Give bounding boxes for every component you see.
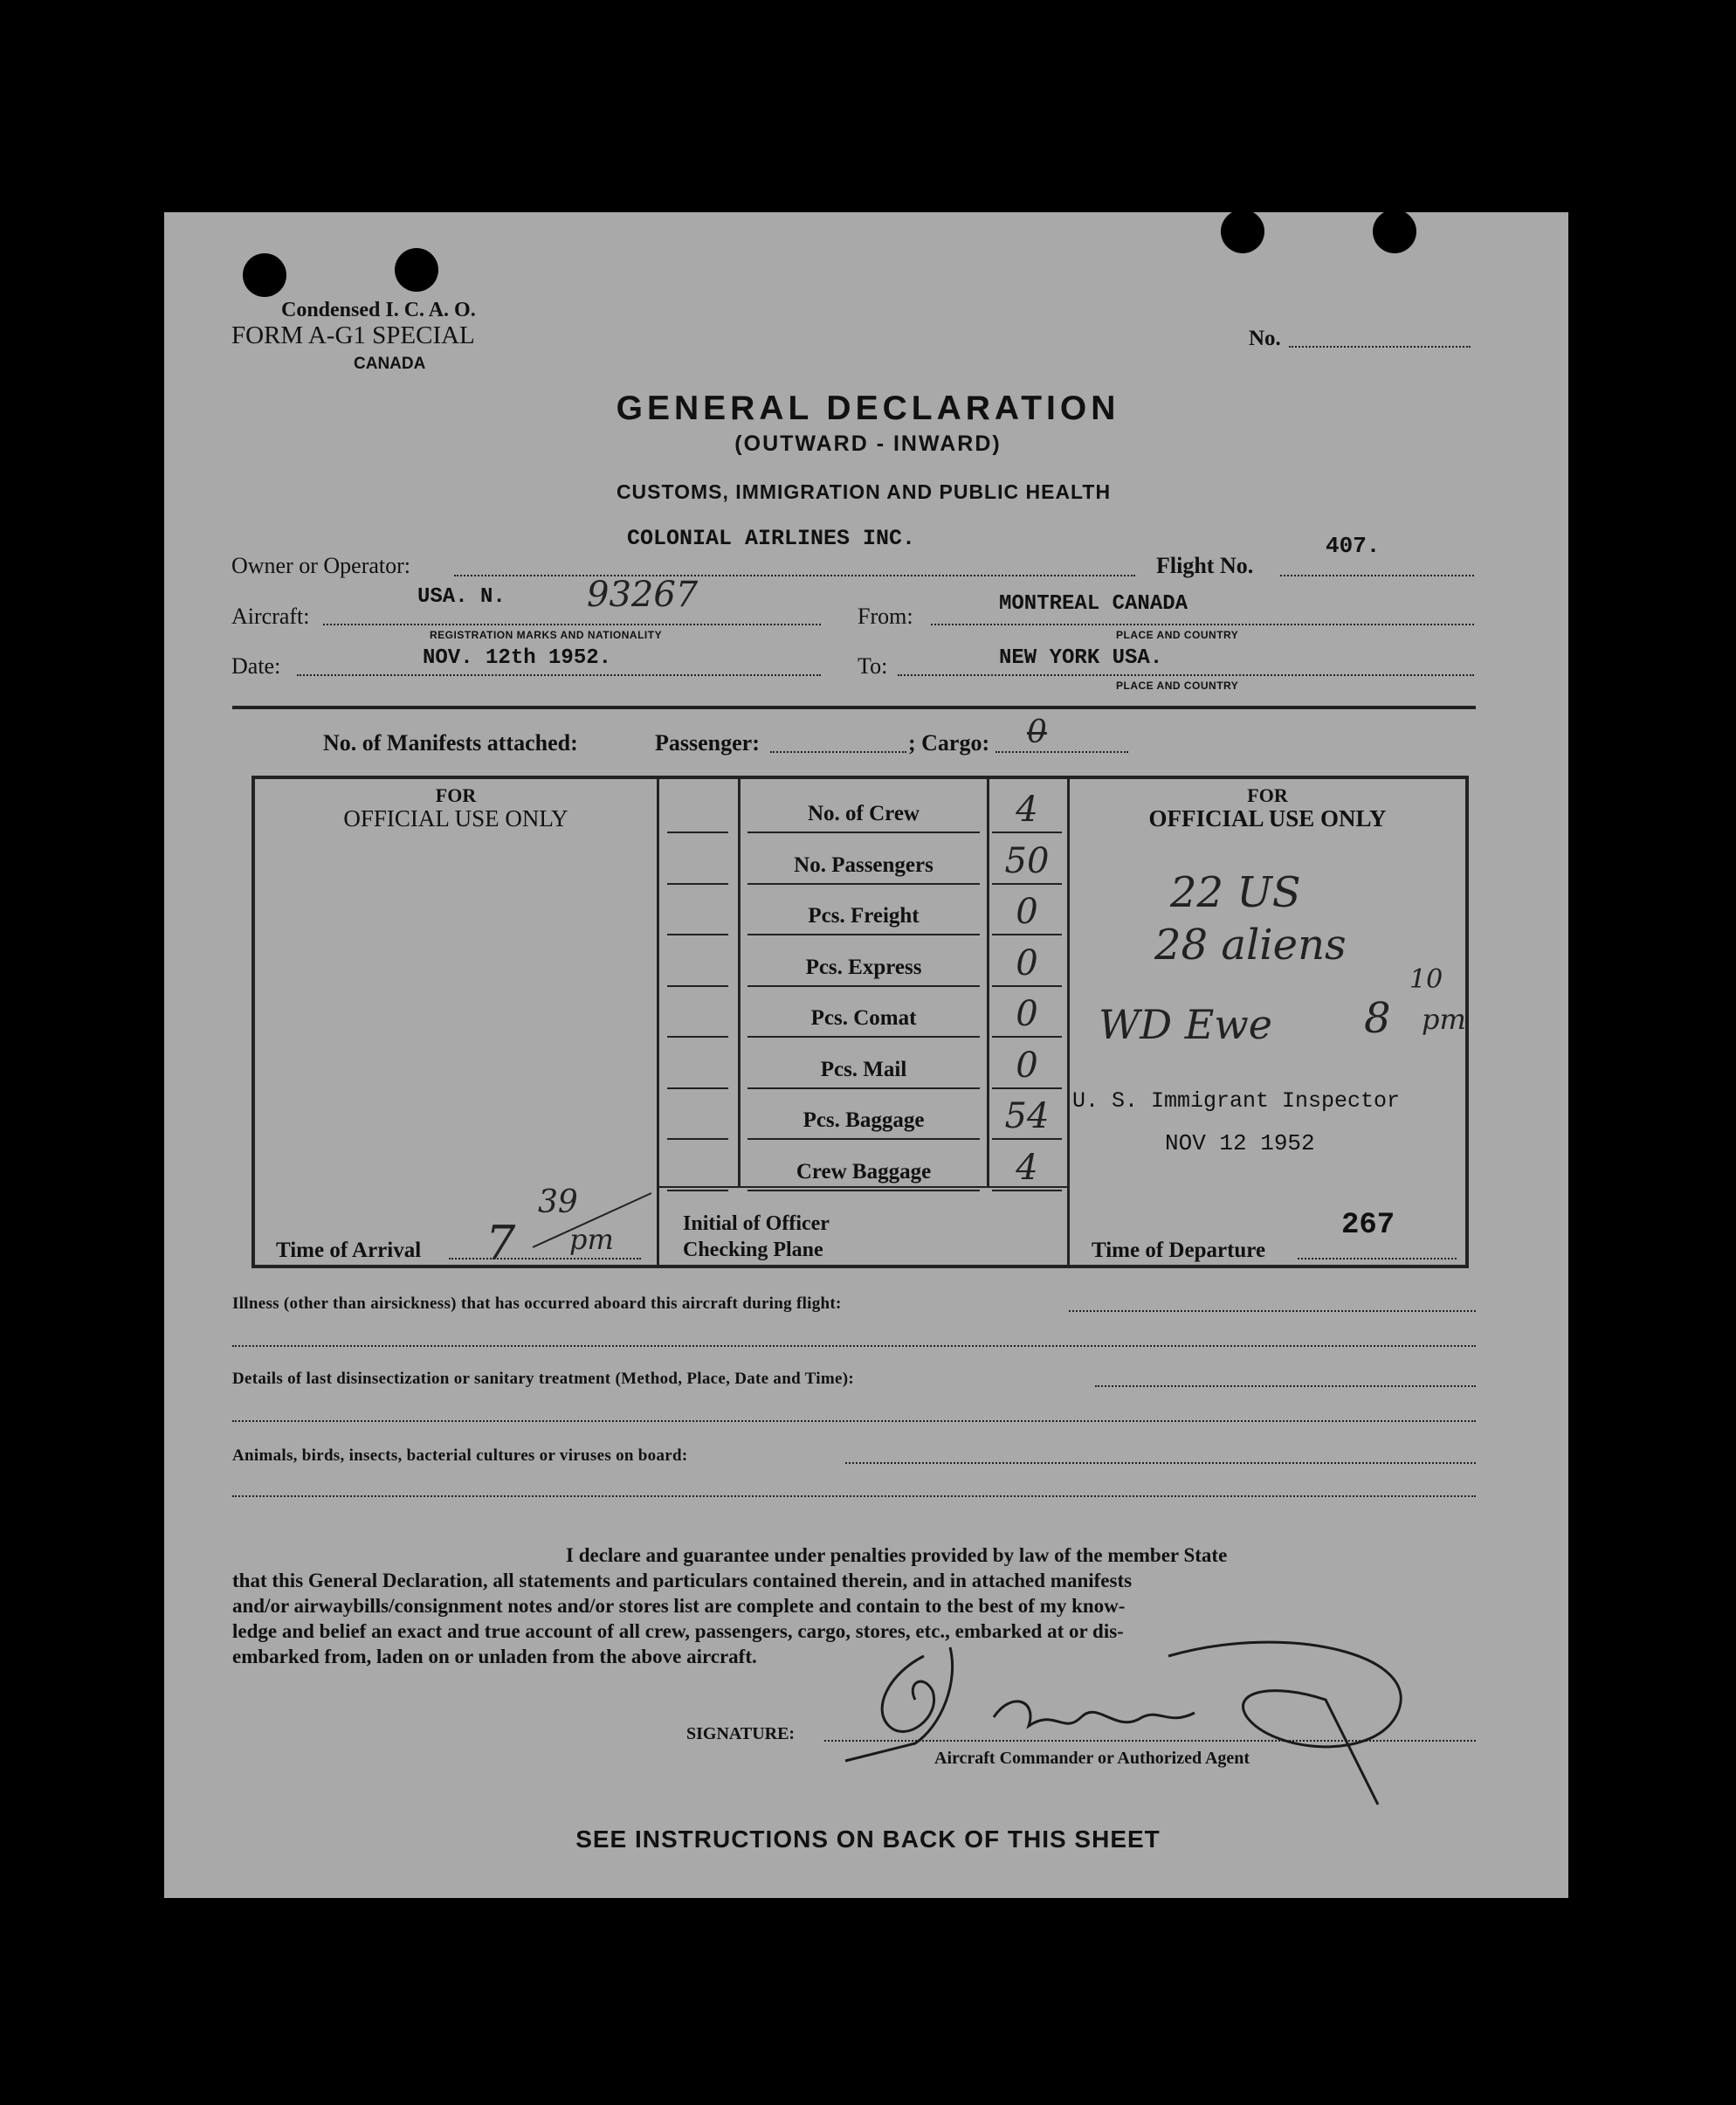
- count-value-line: [992, 832, 1062, 833]
- owner-value: COLONIAL AIRLINES INC.: [627, 526, 916, 551]
- note-time-hour: 8: [1364, 994, 1391, 1043]
- count-value: 4: [1016, 790, 1038, 830]
- count-value: 50: [1004, 841, 1050, 881]
- cargo-manifest-line: [995, 751, 1128, 753]
- count-underline: [747, 1036, 980, 1038]
- animals-line-1: [845, 1462, 1476, 1464]
- count-value: 4: [1016, 1148, 1038, 1188]
- date-line: [297, 674, 821, 676]
- signature-label: SIGNATURE:: [686, 1724, 796, 1743]
- box-bottom: [251, 1265, 1469, 1268]
- official-left-title: OFFICIAL USE ONLY: [343, 805, 568, 832]
- count-value: 54: [1004, 1096, 1050, 1136]
- note-inspector-initials: WD Ewe: [1099, 1001, 1272, 1048]
- count-underline: [747, 985, 980, 987]
- cargo-manifest-value: 0: [1027, 714, 1047, 750]
- officer-initial-label: Initial of Officer: [683, 1212, 830, 1235]
- page-title: GENERAL DECLARATION: [616, 390, 1120, 427]
- arrival-pm: pm: [569, 1223, 614, 1256]
- count-underline: [747, 883, 980, 885]
- count-value-line: [992, 1190, 1062, 1191]
- arrival-slash: [522, 1186, 662, 1256]
- punch-hole: [243, 253, 286, 297]
- official-left-for: FOR: [435, 784, 477, 806]
- arrival-hour: 7: [486, 1216, 516, 1271]
- count-value: 0: [1016, 892, 1038, 932]
- declaration-line-3: and/or airwaybills/consignment notes and/or stores list are complete and contain to the best of my know-: [232, 1595, 1126, 1617]
- count-value: 0: [1016, 994, 1038, 1034]
- count-value-line: [992, 985, 1062, 987]
- departure-stamp-number: 267: [1341, 1209, 1395, 1242]
- from-value: MONTREAL CANADA: [999, 592, 1188, 616]
- count-blank-line: [667, 1036, 728, 1038]
- count-blank-line: [667, 832, 728, 833]
- count-underline: [747, 1138, 980, 1140]
- declaration-line-4: ledge and belief an exact and true account of all crew, passengers, cargo, stores, etc., embarked at or dis-: [232, 1620, 1124, 1642]
- animals-line-2: [232, 1495, 1476, 1497]
- count-blank-line: [667, 934, 728, 935]
- count-value-line: [992, 883, 1062, 885]
- count-label: No. Passengers: [794, 853, 933, 877]
- count-underline: [747, 832, 980, 833]
- registration-note: REGISTRATION MARKS AND NATIONALITY: [430, 629, 663, 641]
- immigration-stamp-date: NOV 12 1952: [1165, 1130, 1315, 1156]
- departure-line: [1298, 1258, 1457, 1260]
- count-blank-line: [667, 985, 728, 987]
- aircraft-handwritten: 93267: [587, 575, 699, 615]
- from-line: [931, 624, 1474, 625]
- officer-checking-label: Checking Plane: [683, 1239, 823, 1261]
- arrival-minutes: 39: [538, 1184, 578, 1220]
- punch-hole: [1373, 210, 1416, 253]
- count-underline: [747, 1190, 980, 1191]
- illness-line-1: [1069, 1310, 1476, 1312]
- count-label: Pcs. Baggage: [803, 1108, 925, 1132]
- flight-label: Flight No.: [1156, 553, 1254, 578]
- disinsection-label: Details of last disinsectization or sanitary treatment (Method, Place, Date and Time):: [232, 1370, 854, 1388]
- immigration-stamp-title: U. S. Immigrant Inspector: [1072, 1088, 1401, 1114]
- box-divider-3: [987, 776, 989, 1186]
- passenger-manifest-line: [770, 751, 906, 753]
- punch-hole: [395, 248, 438, 292]
- date-value: NOV. 12th 1952.: [423, 646, 612, 670]
- date-label: Date:: [231, 653, 281, 679]
- count-blank-line: [667, 1190, 728, 1191]
- count-label: Pcs. Mail: [820, 1058, 907, 1081]
- page-subtitle: (OUTWARD - INWARD): [734, 431, 1002, 456]
- departure-label: Time of Departure: [1092, 1239, 1266, 1262]
- place-note-from: PLACE AND COUNTRY: [1116, 629, 1239, 641]
- count-value-line: [992, 1138, 1062, 1140]
- aircraft-line: [323, 624, 821, 625]
- owner-label: Owner or Operator:: [231, 553, 411, 578]
- arrival-label: Time of Arrival: [276, 1239, 422, 1262]
- disinsection-line-1: [1095, 1385, 1476, 1387]
- count-label: Pcs. Comat: [810, 1006, 917, 1030]
- count-underline: [747, 1087, 980, 1089]
- form-number-label: FORM A-G1 SPECIAL: [231, 321, 475, 349]
- count-blank-line: [667, 1138, 728, 1140]
- box-divider-4: [1067, 776, 1070, 1268]
- count-label: Pcs. Express: [805, 956, 922, 979]
- aircraft-value: USA. N.: [417, 585, 506, 609]
- punch-hole: [1221, 210, 1264, 253]
- box-left: [251, 776, 255, 1268]
- flight-line: [1280, 575, 1474, 576]
- owner-line: [454, 575, 1135, 576]
- header-divider: [232, 706, 1476, 709]
- count-label: No. of Crew: [808, 802, 920, 825]
- illness-label: Illness (other than airsickness) that has occurred aboard this aircraft during flight:: [232, 1294, 842, 1313]
- from-label: From:: [858, 604, 913, 629]
- count-value-line: [992, 934, 1062, 935]
- count-label: Crew Baggage: [796, 1160, 932, 1184]
- aircraft-label: Aircraft:: [231, 604, 310, 629]
- official-right-title: OFFICIAL USE ONLY: [1148, 805, 1387, 832]
- note-time-minutes: 10: [1409, 964, 1443, 995]
- arrival-line: [449, 1258, 641, 1260]
- cargo-manifest-label: ; Cargo:: [908, 730, 990, 756]
- commander-signature: [837, 1604, 1430, 1813]
- declaration-line-1: I declare and guarantee under penalties provided by law of the member State: [566, 1544, 1228, 1566]
- form-country-label: CANADA: [354, 355, 426, 373]
- animals-label: Animals, birds, insects, bacterial cultures or viruses on board:: [232, 1446, 688, 1465]
- count-underline: [747, 934, 980, 935]
- declaration-line-2: that this General Declaration, all statements and particulars contained therein, and in attached manifests: [232, 1570, 1133, 1591]
- manifests-label: No. of Manifests attached:: [323, 730, 578, 756]
- count-value: 0: [1016, 943, 1038, 983]
- count-blank-line: [667, 1087, 728, 1089]
- page-authority-line: CUSTOMS, IMMIGRATION AND PUBLIC HEALTH: [616, 480, 1112, 503]
- place-note-to: PLACE AND COUNTRY: [1116, 680, 1239, 692]
- disinsection-line-2: [232, 1420, 1476, 1422]
- signature-caption: Aircraft Commander or Authorized Agent: [934, 1749, 1250, 1768]
- document-no-label: No.: [1249, 327, 1281, 350]
- official-right-for: FOR: [1247, 784, 1288, 806]
- flight-value: 407.: [1326, 533, 1381, 559]
- passenger-manifest-label: Passenger:: [655, 730, 760, 756]
- note-us-passengers: 22 US: [1170, 868, 1301, 917]
- form-condensed-label: Condensed I. C. A. O.: [281, 299, 476, 321]
- to-value: NEW YORK USA.: [999, 646, 1163, 670]
- document-no-line: [1289, 346, 1471, 348]
- instructions-footer: SEE INSTRUCTIONS ON BACK OF THIS SHEET: [575, 1825, 1161, 1853]
- to-label: To:: [858, 653, 888, 679]
- declaration-line-5: embarked from, laden on or unladen from the above aircraft.: [232, 1646, 757, 1667]
- box-top: [251, 776, 1469, 779]
- count-value: 0: [1016, 1046, 1038, 1086]
- note-time-pm: pm: [1422, 1003, 1466, 1036]
- note-alien-passengers: 28 aliens: [1154, 921, 1347, 970]
- illness-line-2: [232, 1345, 1476, 1347]
- count-value-line: [992, 1036, 1062, 1038]
- count-blank-line: [667, 883, 728, 885]
- count-label: Pcs. Freight: [808, 904, 920, 928]
- count-value-line: [992, 1087, 1062, 1089]
- to-line: [898, 674, 1474, 676]
